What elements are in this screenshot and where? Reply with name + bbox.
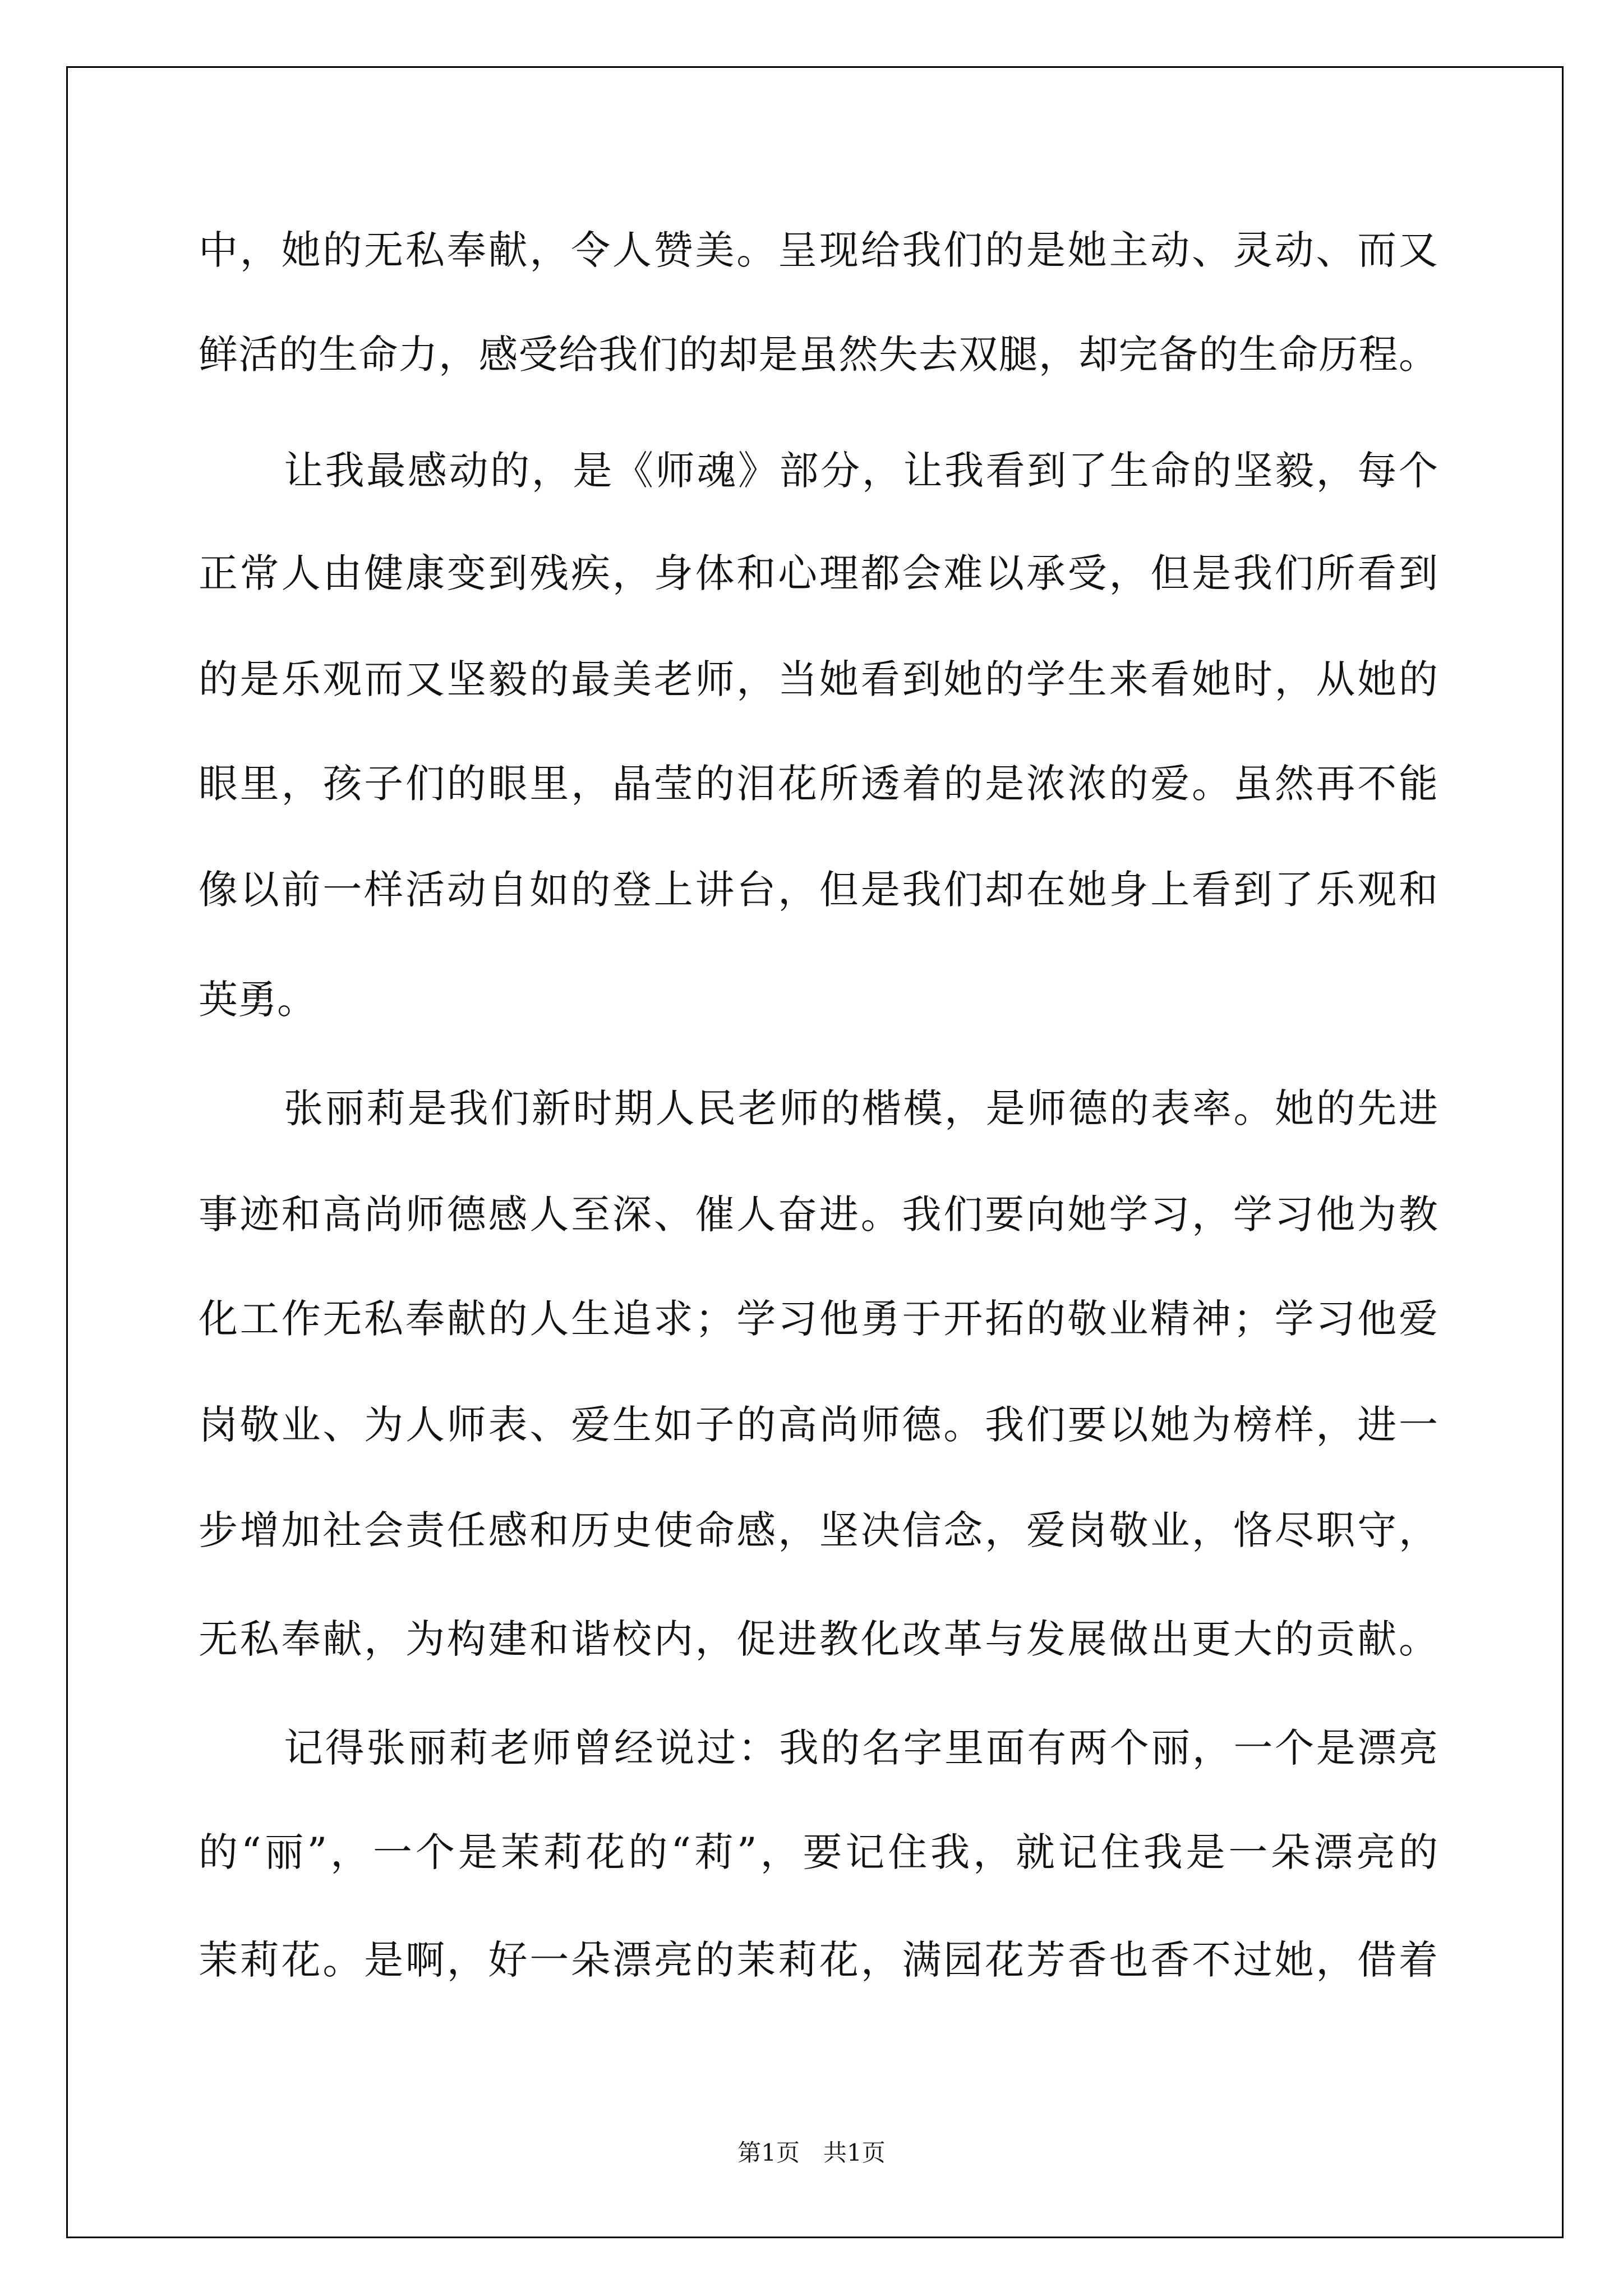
page-number-footer: 第1页 共1页 — [737, 2139, 886, 2166]
text-line: 眼里，孩子们的眼里，晶莹的泪花所透着的是浓浓的爱。虽然再不能 — [199, 761, 1438, 807]
text-line: 的是乐观而又坚毅的最美老师，当她看到她的学生来看她时，从她的 — [199, 656, 1438, 702]
text-line: 记得张丽莉老师曾经说过：我的名字里面有两个丽，一个是漂亮 — [284, 1725, 1438, 1771]
text-line: 化工作无私奉献的人生追求；学习他勇于开拓的敬业精神；学习他爱 — [199, 1296, 1438, 1342]
text-line: 茉莉花。是啊，好一朵漂亮的茉莉花，满园花芳香也香不过她，借着 — [199, 1937, 1438, 1983]
text-line: 步增加社会责任感和历史使命感，坚决信念，爱岗敬业，恪尽职守， — [199, 1507, 1438, 1553]
page-border — [66, 66, 1564, 2238]
text-line: 张丽莉是我们新时期人民老师的楷模，是师德的表率。她的先进 — [284, 1085, 1438, 1131]
text-line: 英勇。 — [199, 977, 316, 1023]
text-line: 鲜活的生命力，感受给我们的却是虽然失去双腿，却完备的生命历程。 — [199, 332, 1438, 378]
text-line: 让我最感动的，是《师魂》部分，让我看到了生命的坚毅，每个 — [284, 448, 1438, 494]
text-line: 事迹和高尚师德感人至深、催人奋进。我们要向她学习，学习他为教 — [199, 1191, 1438, 1237]
text-line: 中，她的无私奉献，令人赞美。呈现给我们的是她主动、灵动、而又 — [199, 227, 1438, 273]
text-line: 正常人由健康变到残疾，身体和心理都会难以承受，但是我们所看到 — [199, 550, 1438, 596]
text-line: 无私奉献，为构建和谐校内，促进教化改革与发展做出更大的贡献。 — [199, 1616, 1438, 1662]
text-line: 像以前一样活动自如的登上讲台，但是我们却在她身上看到了乐观和 — [199, 867, 1438, 913]
text-line: 岗敬业、为人师表、爱生如子的高尚师德。我们要以她为榜样，进一 — [199, 1402, 1438, 1448]
text-line: 的“丽”，一个是茉莉花的“莉”，要记住我，就记住我是一朵漂亮的 — [199, 1829, 1438, 1875]
